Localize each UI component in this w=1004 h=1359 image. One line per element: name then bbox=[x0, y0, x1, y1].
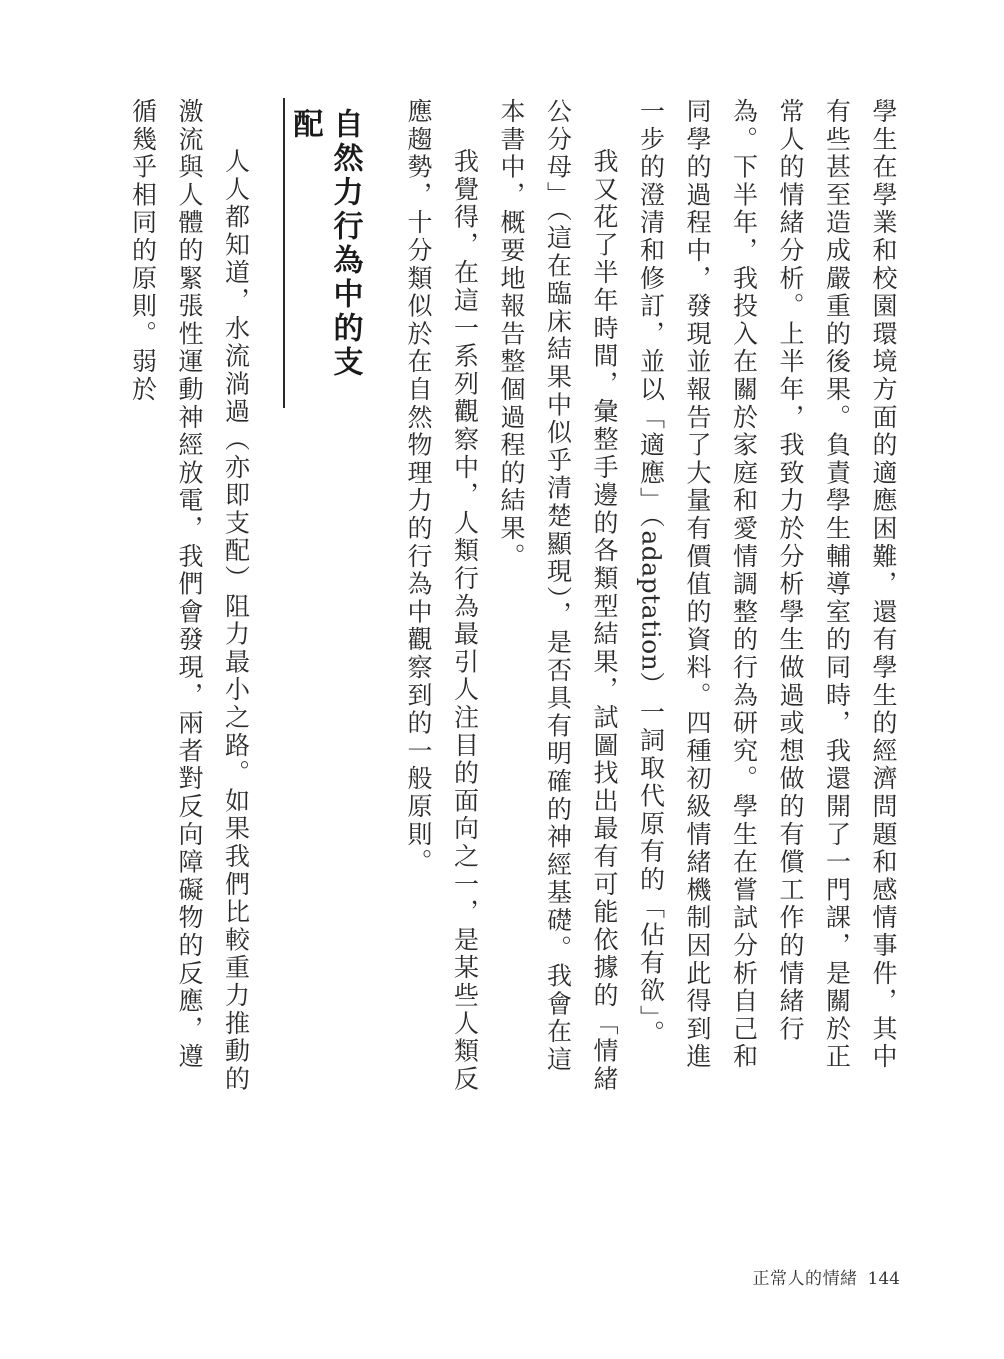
section-heading: 自然力行為中的支配 bbox=[283, 98, 365, 408]
paragraph-text: 學生在學業和校園環境方面的適應困難，還有學生的經濟問題和感情事件，其中有些甚至造成嚴重的後果。負責學生輔導室的同時，我還開了一門課，是關於正常人的情緒分析。上半年，我致力於分析學生做過或想做的有償工作的情緒行為。下半年，我投入在關於家庭和愛情調整的行為研究。學生在嘗試分析自己和同學的過程中，發現並報告了大量有價值的資料。四種初級情緒機制因此得到進一步的澄清和修訂，並以「適應」（ bbox=[636, 98, 898, 1071]
vertical-text-column bbox=[96, 98, 906, 1098]
page-number: 144 bbox=[867, 1269, 900, 1289]
body-paragraph bbox=[627, 98, 906, 1098]
body-paragraph: 我覺得，在這一系列觀察中，人類行為最引人注目的面向之一，是某些人類反應趨勢，十分類似於在自然物理力的行為中觀察到的一般原則。 bbox=[404, 98, 480, 1094]
running-title: 正常人的情緒 bbox=[752, 1269, 858, 1289]
english-term: adaptation bbox=[636, 530, 666, 672]
page-footer bbox=[753, 1264, 900, 1289]
body-paragraph: 我又花了半年時間，彙整手邊的各類型結果，試圖找出最有可能依據的「情緒公分母」（這在臨床結果中似乎清楚顯現），是否具有明確的神經基礎。我會在這本書中，概要地報告整個過程的結果。 bbox=[497, 98, 619, 1094]
paragraph-text: ）一詞取代原有的「佔有欲」。 bbox=[636, 671, 666, 1048]
body-paragraph: 人人都知道，水流淌過（亦即支配）阻力最小之路。如果我們比較重力推動的激流與人體的緊張性運動神經放電，我們會發現，兩者對反向障礙物的反應，遵循幾乎相同的原則。弱於 bbox=[128, 98, 251, 1094]
